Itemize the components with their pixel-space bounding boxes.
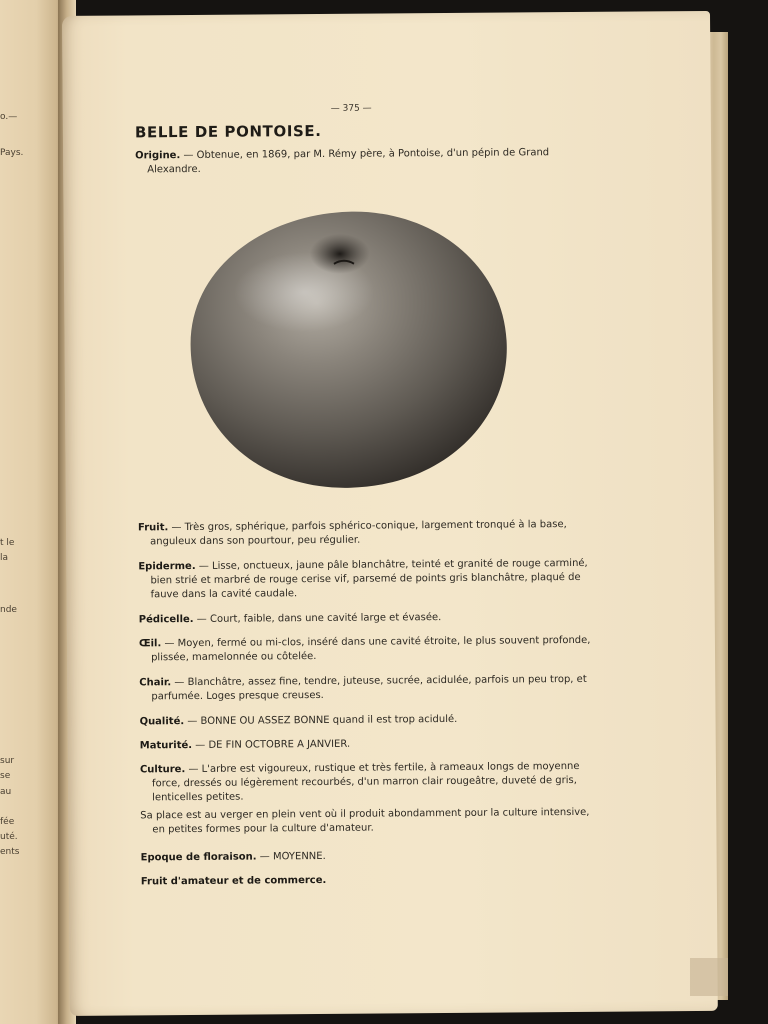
field-label: Origine.: [135, 150, 181, 162]
field-label: Pédicelle.: [138, 613, 194, 626]
left-page-fragment: ents: [0, 847, 20, 857]
left-page-fragment: o.—: [0, 112, 18, 122]
culture-continuation-paragraph: [140, 806, 592, 838]
floraison-paragraph: [141, 848, 593, 866]
page-corner: [690, 958, 728, 996]
field-label: Culture.: [139, 764, 186, 776]
oeil-paragraph: [139, 634, 591, 666]
field-label: Fruit d'amateur et de commerce.: [140, 874, 327, 888]
field-text: — Blanchâtre, assez fine, tendre, juteuse, sucrée, acidulée, parfois un peu trop, et parfumée. Loges presque creuses.: [151, 673, 587, 703]
field-text: — BONNE OU ASSEZ BONNE quand il est trop acidulé.: [187, 713, 458, 728]
left-page-fragment: sur: [0, 756, 15, 766]
left-page: [0, 0, 66, 1024]
field-label: Epoque de floraison.: [140, 851, 257, 864]
apple-image: [183, 202, 515, 495]
culture-paragraph: [140, 760, 592, 806]
field-text: — Obtenue, en 1869, par M. Rémy père, à Pontoise, d'un pépin de Grand Alexandre.: [147, 147, 550, 176]
left-page-fragment: se: [0, 771, 11, 781]
usage-paragraph: [141, 872, 593, 890]
field-label: Epiderme.: [138, 560, 196, 573]
left-page-fragment: t le: [0, 538, 15, 548]
left-page-fragment: nde: [0, 605, 17, 615]
pedicelle-paragraph: [139, 610, 591, 628]
left-page-fragment: la: [0, 553, 9, 563]
field-text: — Court, faible, dans une cavité large et évasée.: [196, 612, 442, 625]
field-label: Œil.: [138, 638, 162, 650]
maturite-paragraph: [140, 736, 592, 754]
origin-paragraph: [135, 146, 587, 178]
left-page-fragment: Pays.: [0, 148, 24, 158]
field-text: Sa place est au verger en plein vent où il produit abondamment pour la culture intensive, en petites formes pour la culture d'amateur.: [140, 806, 590, 836]
field-text: — Très gros, sphérique, parfois sphérico-conique, largement tronqué à la base, anguleux dans son pourtour, peu régulier.: [150, 519, 567, 548]
epiderme-paragraph: [138, 557, 590, 603]
field-label: Maturité.: [139, 740, 193, 752]
field-label: Fruit.: [137, 522, 169, 534]
field-text: — Lisse, onctueux, jaune pâle blanchâtre, teinté et granité de rouge carminé, bien strié et marbré de rouge cerise vif, parsemé de points gris blanchâtre, plaqué de fauve dans la cavité caudale.: [150, 557, 588, 601]
left-page-fragment: uté.: [0, 832, 18, 842]
field-text: — Moyen, fermé ou mi-clos, inséré dans une cavité étroite, le plus souvent profonde, plissée, mamelonnée ou côtelée.: [151, 634, 591, 664]
field-label: Qualité.: [139, 716, 185, 728]
chair-paragraph: [139, 673, 591, 705]
right-page: [62, 11, 718, 1016]
field-text: — L'arbre est vigoureux, rustique et très fertile, à rameaux longs de moyenne force, dressés ou légèrement recourbés, d'un marron clair rougeâtre, duveté de gris, lenticelles petites.: [151, 760, 580, 804]
field-text: — MOYENNE.: [259, 850, 326, 863]
page-number: — 375 —: [330, 103, 372, 114]
fruit-paragraph: [138, 518, 590, 550]
page-title: BELLE DE PONTOISE.: [134, 121, 322, 142]
field-label: Chair.: [139, 677, 172, 689]
left-page-fragment: au: [0, 787, 12, 797]
left-page-fragment: fée: [0, 817, 15, 827]
field-text: — DE FIN OCTOBRE A JANVIER.: [195, 738, 351, 751]
qualite-paragraph: [139, 712, 591, 730]
